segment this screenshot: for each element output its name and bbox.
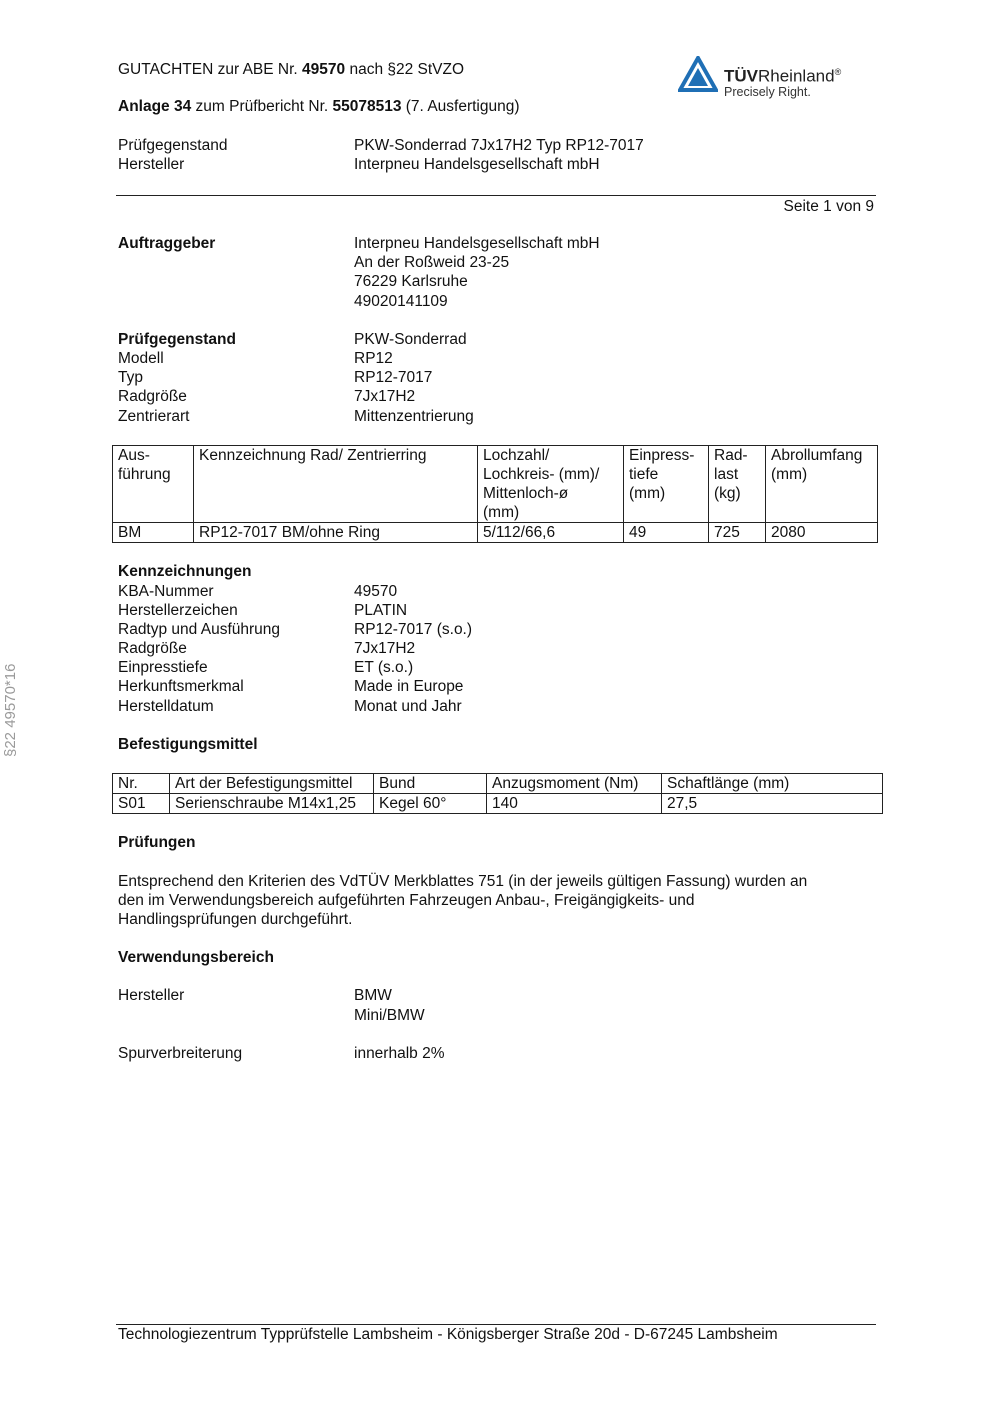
client-label: Auftraggeber <box>118 235 216 252</box>
table-header-cell: Kennzeichnung Rad/ Zentrierring <box>194 446 478 523</box>
tests-paragraph-line: Entsprechend den Kriterien des VdTÜV Merkblattes 751 (in der jeweils gültigen Fassung) wurden an <box>118 873 808 890</box>
fasteners-title: Befestigungsmittel <box>118 736 258 753</box>
footer-address: Technologiezentrum Typprüfstelle Lambsheim - Königsberger Straße 20d - D-67245 Lambsheim <box>118 1326 778 1343</box>
marking-value: Made in Europe <box>354 678 464 695</box>
tests-paragraph-line: den im Verwendungsbereich aufgeführten Fahrzeugen Anbau-, Freigängigkeits- und <box>118 892 695 909</box>
logo-tagline: Precisely Right. <box>724 85 811 99</box>
table-cell: 5/112/66,6 <box>478 523 624 543</box>
marking-label: Herkunftsmerkmal <box>118 678 244 695</box>
test-object-value: 7Jx17H2 <box>354 388 416 405</box>
table-cell: 140 <box>487 794 662 814</box>
table-cell: RP12-7017 BM/ohne Ring <box>194 523 478 543</box>
marking-value: 7Jx17H2 <box>354 640 416 657</box>
test-object-value: RP12 <box>354 350 393 367</box>
table-header-cell: Aus- führung <box>113 446 194 523</box>
fasteners-table <box>112 773 883 814</box>
table-cell: Serienschraube M14x1,25 <box>170 794 374 814</box>
client-line: An der Roßweid 23-25 <box>354 254 510 271</box>
test-object-label: Zentrierart <box>118 408 190 425</box>
side-reference-note: §22 49570*16 <box>2 663 19 757</box>
usage-maker-value: Mini/BMW <box>354 1007 425 1024</box>
table-header-cell: Einpress- tiefe (mm) <box>624 446 709 523</box>
logo-brand-bold: TÜV <box>724 66 758 86</box>
table-cell: Kegel 60° <box>374 794 487 814</box>
table-header-cell: Bund <box>374 774 487 794</box>
marking-value: RP12-7017 (s.o.) <box>354 621 473 638</box>
tuv-triangle-icon <box>678 56 718 92</box>
report-reference: Anlage 34 zum Prüfbericht Nr. 55078513 (7. Ausfertigung) <box>118 98 520 115</box>
usage-track-label: Spurverbreiterung <box>118 1045 243 1062</box>
table-header-row <box>113 774 883 794</box>
marking-value: 49570 <box>354 583 398 600</box>
marking-label: KBA-Nummer <box>118 583 214 600</box>
wheel-table <box>112 445 878 543</box>
test-object-label: Modell <box>118 350 164 367</box>
tests-title: Prüfungen <box>118 834 196 851</box>
markings-title: Kennzeichnungen <box>118 563 252 580</box>
table-row <box>113 523 878 543</box>
client-line: 49020141109 <box>354 293 448 310</box>
maker-value: Interpneu Handelsgesellschaft mbH <box>354 156 600 173</box>
usage-title: Verwendungsbereich <box>118 949 274 966</box>
marking-value: PLATIN <box>354 602 408 619</box>
document-title: GUTACHTEN zur ABE Nr. 49570 nach §22 StVZO <box>118 61 465 78</box>
test-object-value: PKW-Sonderrad <box>354 331 467 348</box>
table-cell: 2080 <box>766 523 878 543</box>
table-header-row <box>113 446 878 523</box>
table-header-cell: Nr. <box>113 774 170 794</box>
marking-label: Herstellerzeichen <box>118 602 238 619</box>
marking-label: Radtyp und Ausführung <box>118 621 281 638</box>
table-cell: 49 <box>624 523 709 543</box>
tuv-logo <box>678 54 868 104</box>
test-object-value: RP12-7017 <box>354 369 433 386</box>
test-object-label: Radgröße <box>118 388 187 405</box>
test-object-label: Typ <box>118 369 143 386</box>
usage-maker-label: Hersteller <box>118 987 185 1004</box>
subject-value: PKW-Sonderrad 7Jx17H2 Typ RP12-7017 <box>354 137 644 154</box>
logo-brand-rest: Rheinland <box>758 66 835 86</box>
table-cell: 27,5 <box>662 794 883 814</box>
table-cell: S01 <box>113 794 170 814</box>
usage-track-value: innerhalb 2% <box>354 1045 445 1062</box>
table-header-cell: Schaftlänge (mm) <box>662 774 883 794</box>
table-row <box>113 794 883 814</box>
header-divider <box>116 195 876 196</box>
test-object-value: Mittenzentrierung <box>354 408 474 425</box>
tests-paragraph-line: Handlingsprüfungen durchgeführt. <box>118 911 353 928</box>
table-header-cell: Art der Befestigungsmittel <box>170 774 374 794</box>
table-cell: BM <box>113 523 194 543</box>
table-header-cell: Lochzahl/ Lochkreis- (mm)/ Mittenloch-ø (mm) <box>478 446 624 523</box>
client-line: Interpneu Handelsgesellschaft mbH <box>354 235 600 252</box>
marking-value: ET (s.o.) <box>354 659 414 676</box>
marking-label: Herstelldatum <box>118 698 214 715</box>
marking-label: Radgröße <box>118 640 187 657</box>
test-object-title: Prüfgegenstand <box>118 331 236 348</box>
marking-label: Einpresstiefe <box>118 659 208 676</box>
page-number: Seite 1 von 9 <box>783 198 874 215</box>
client-line: 76229 Karlsruhe <box>354 273 468 290</box>
table-cell: 725 <box>709 523 766 543</box>
table-header-cell: Rad- last (kg) <box>709 446 766 523</box>
usage-maker-value: BMW <box>354 987 392 1004</box>
table-header-cell: Abrollumfang (mm) <box>766 446 878 523</box>
table-header-cell: Anzugsmoment (Nm) <box>487 774 662 794</box>
logo-reg: ® <box>834 67 842 77</box>
maker-label: Hersteller <box>118 156 185 173</box>
subject-label: Prüfgegenstand <box>118 137 228 154</box>
marking-value: Monat und Jahr <box>354 698 462 715</box>
